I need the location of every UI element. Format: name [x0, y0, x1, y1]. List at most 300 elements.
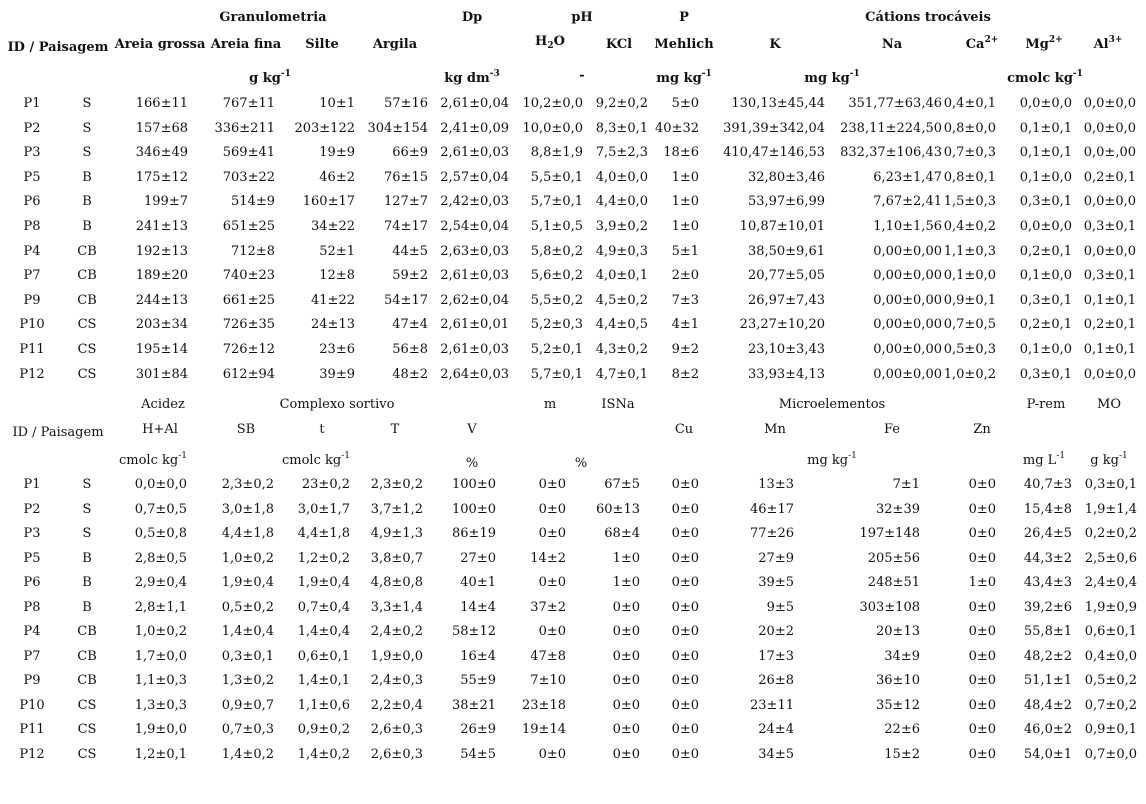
table-cell: 0,4±0,2: [943, 219, 996, 234]
table-cell: 1,4±0,4: [297, 624, 350, 639]
table-cell: 0±0: [671, 746, 699, 762]
table-cell: 51,1±1: [1023, 673, 1072, 688]
table-cell: 100±0: [452, 501, 496, 517]
table-cell: 726±12: [222, 342, 275, 357]
table-cell: 20±13: [876, 624, 920, 639]
table-cell: 40,7±3: [1023, 477, 1072, 492]
table-cell: 8±2: [671, 366, 699, 382]
table-cell: P3: [23, 526, 41, 541]
table-cell: 8,3±0,1: [595, 120, 648, 136]
table-cell: 0±0: [671, 477, 699, 492]
table-cell: 4,4±0,5: [595, 317, 648, 333]
table-cell: 0,0±0,0: [134, 477, 187, 492]
table-cell: 1,4±0,1: [297, 673, 350, 688]
table-cell: 46±2: [319, 169, 355, 185]
table-cell: 0,7±0,5: [134, 501, 187, 517]
table-cell: 4,9±0,3: [595, 243, 648, 259]
table-cell: 0±0: [612, 648, 640, 664]
table-cell: 68±4: [604, 526, 640, 541]
table-cell: CB: [77, 673, 97, 688]
table-cell: 27±9: [758, 550, 794, 566]
table-cell: 54±5: [460, 746, 496, 762]
table-cell: 0,3±0,1: [1084, 477, 1137, 492]
table-cell: 34±9: [884, 648, 920, 664]
table-cell: 2,57±0,04: [440, 169, 509, 185]
table-cell: P8: [23, 599, 41, 615]
table-cell: 712±8: [231, 243, 275, 259]
table-cell: 23±0,2: [301, 477, 350, 492]
table-cell: P11: [19, 722, 45, 737]
table-cell: 39,2±6: [1023, 599, 1072, 615]
table-cell: 0,9±0,1: [1084, 722, 1137, 737]
table-cell: 0±0: [538, 624, 566, 639]
table-cell: 0,3±0,1: [1019, 366, 1072, 382]
table-cell: 195±14: [135, 342, 188, 357]
table-cell: 2,62±0,04: [440, 292, 509, 308]
table-cell: 6,23±1,47: [873, 169, 942, 185]
unit-ph: -: [579, 68, 585, 83]
table-cell: 0±0: [968, 648, 996, 664]
table-cell: 24±13: [311, 317, 355, 333]
table-cell: B: [82, 575, 92, 590]
table-cell: 2,8±1,1: [134, 599, 187, 615]
group-cations: Cátions trocáveis: [865, 10, 991, 25]
table-cell: 336±211: [214, 120, 275, 136]
table-cell: 2,8±0,5: [134, 550, 187, 566]
table-cell: 5,7±0,1: [530, 366, 583, 382]
table-cell: 0,5±0,8: [134, 526, 187, 541]
table-cell: 1,9±0,4: [221, 575, 274, 590]
table-cell: 34±22: [311, 219, 355, 234]
table-cell: 1±0: [671, 169, 699, 185]
table-cell: 0±0: [968, 526, 996, 541]
table-cell: 175±12: [135, 169, 188, 185]
table-cell: 23±6: [319, 342, 355, 357]
table-cell: 41±22: [311, 292, 355, 308]
table-cell: 4,8±0,8: [370, 575, 423, 590]
table-cell: 5±0: [671, 96, 699, 111]
header-areia-grossa: Areia grossa: [114, 37, 206, 52]
table-cell: 48,2±2: [1023, 648, 1072, 664]
table-cell: 7±10: [530, 673, 566, 688]
table-cell: 0±0: [968, 697, 996, 713]
table-cell: 43,4±3: [1023, 575, 1072, 590]
table-cell: 4,5±0,2: [595, 292, 648, 308]
table-cell: 4,7±0,1: [595, 366, 648, 382]
table-cell: 35±12: [876, 697, 920, 713]
table-cell: 9±5: [766, 599, 794, 615]
table-cell: S: [82, 526, 92, 541]
table-cell: 0,0±0,0: [1019, 96, 1072, 111]
table-cell: 0,9±0,2: [297, 722, 350, 737]
table-cell: P11: [19, 342, 45, 357]
table-cell: 248±51: [867, 575, 920, 590]
table-cell: 74±17: [384, 219, 428, 234]
table-cell: 1,4±0,4: [221, 624, 274, 639]
table-cell: 5,7±0,1: [530, 194, 583, 210]
table-cell: 1±0: [671, 194, 699, 210]
table-cell: 54±17: [384, 292, 428, 308]
table-cell: 47±8: [530, 648, 566, 664]
header-na: Na: [881, 37, 903, 52]
group-dp: Dp: [461, 10, 483, 25]
table-cell: P3: [23, 145, 41, 161]
table-cell: 0,1±0,1: [1083, 292, 1136, 308]
table-cell: 15±2: [884, 746, 920, 762]
unit-mgkg-micro: mg $kg^{-1}$: [807, 451, 857, 468]
table-cell: 32±39: [876, 501, 920, 517]
unit-kgdm: kg $dm^{-3}$: [444, 69, 500, 86]
table-cell: 26,97±7,43: [747, 292, 825, 308]
table-cell: 0±0: [612, 624, 640, 639]
table-cell: 0,3±0,1: [1019, 194, 1072, 210]
table-cell: 100±0: [452, 477, 496, 492]
table-cell: 2,61±0,03: [440, 145, 509, 161]
table-cell: 0±0: [671, 599, 699, 615]
unit-cmolc-acidez: cmolc $kg^{-1}$: [119, 451, 187, 468]
table-cell: 0,1±0,0: [1019, 268, 1072, 284]
table-cell: 651±25: [222, 219, 275, 234]
table-cell: 0±0: [968, 501, 996, 517]
table-cell: 351,77±63,46: [848, 96, 942, 111]
table-cell: 0±0: [538, 501, 566, 517]
table-cell: 1,0±0,2: [943, 366, 996, 382]
group-acidez: Acidez: [141, 397, 185, 412]
header-t-lower: t: [319, 422, 325, 437]
table-cell: S: [82, 120, 92, 136]
table-cell: 16±4: [460, 648, 496, 664]
table-cell: S: [82, 477, 92, 492]
table-cell: 4±1: [671, 317, 699, 333]
table-cell: 9,2±0,2: [595, 96, 648, 111]
table-cell: 205±56: [867, 550, 920, 566]
table-cell: 44±5: [392, 243, 428, 259]
table-cell: B: [82, 550, 92, 566]
table-cell: 0±0: [671, 722, 699, 737]
table-cell: 0±0: [538, 526, 566, 541]
table-cell: 52±1: [319, 243, 355, 259]
table-cell: 0±0: [671, 526, 699, 541]
table-cell: 14±4: [460, 599, 496, 615]
table-cell: P4: [23, 624, 41, 639]
table-cell: 4,4±1,8: [297, 526, 350, 541]
table-cell: 46±17: [750, 501, 794, 517]
table-cell: CB: [77, 292, 97, 308]
table-cell: 2,61±0,01: [440, 317, 509, 333]
table-cell: 0,00±0,00: [873, 366, 942, 382]
table-cell: CS: [77, 342, 97, 357]
table-cell: 0,00±0,00: [873, 342, 942, 357]
header-id: ID / Paisagem: [7, 40, 109, 55]
table-cell: 0,0±0,0: [1019, 219, 1072, 234]
table-cell: 1,7±0,0: [134, 648, 187, 664]
table-cell: 199±7: [144, 194, 188, 210]
header-mg: $Mg^{2+}$: [1025, 35, 1063, 52]
table-cell: 130,13±45,44: [731, 96, 825, 111]
table-cell: 2,3±0,2: [370, 477, 423, 492]
table-cell: 38±21: [452, 697, 496, 713]
table-cell: 301±84: [135, 366, 188, 382]
unit-v-percent: %: [465, 456, 479, 471]
table-cell: 0±0: [968, 599, 996, 615]
unit-mgkg-p: mg $kg^{-1}$: [656, 69, 712, 86]
table-cell: 76±15: [384, 169, 428, 185]
header-k: K: [769, 37, 781, 52]
table-cell: S: [82, 96, 92, 111]
table-cell: CS: [77, 722, 97, 737]
table-cell: 0,6±0,1: [297, 648, 350, 664]
table-cell: 0±0: [538, 575, 566, 590]
header-argila: Argila: [372, 37, 418, 52]
table-cell: 127±7: [384, 194, 428, 210]
table-cell: 1,2±0,1: [134, 746, 187, 762]
table-cell: 60±13: [596, 501, 640, 517]
table-cell: 1,4±0,2: [221, 746, 274, 762]
table-cell: 2,61±0,04: [440, 96, 509, 111]
table-cell: 0±0: [538, 477, 566, 492]
header-h2o: $H_2O$: [535, 34, 565, 51]
table-cell: 1±0: [671, 219, 699, 234]
table-cell: 19±14: [522, 722, 566, 737]
table-cell: 0±0: [612, 722, 640, 737]
table-cell: 391,39±342,04: [723, 120, 825, 136]
table-cell: P5: [23, 550, 41, 566]
table-cell: 2,54±0,04: [440, 219, 509, 234]
table-cell: 2,4±0,3: [370, 673, 423, 688]
table-cell: 53,97±6,99: [747, 194, 825, 210]
table-cell: 0,8±0,0: [943, 120, 996, 136]
table-cell: 86±19: [452, 526, 496, 541]
group-ph: pH: [571, 10, 593, 25]
table-cell: B: [82, 599, 92, 615]
table-cell: 5±1: [671, 243, 699, 259]
table-cell: 37±2: [530, 599, 566, 615]
table-cell: 514±9: [231, 194, 275, 210]
table-cell: 4,0±0,1: [595, 268, 648, 284]
table-cell: 47±4: [392, 317, 428, 333]
table-cell: 4,0±0,0: [595, 169, 648, 185]
header-areia-fina: Areia fina: [210, 37, 282, 52]
table-cell: 346±49: [135, 145, 188, 161]
table-cell: 14±2: [530, 550, 566, 566]
table-cell: 0±0: [671, 501, 699, 517]
table-cell: P2: [23, 501, 41, 517]
table-cell: 0,3±0,1: [1083, 219, 1136, 234]
table-cell: 0,2±0,2: [1084, 526, 1137, 541]
table-cell: B: [82, 194, 92, 210]
table-cell: 612±94: [222, 366, 275, 382]
header-zn: Zn: [973, 422, 991, 437]
unit-m-percent: %: [574, 456, 588, 471]
table-cell: 203±122: [294, 120, 355, 136]
table-cell: P9: [23, 673, 41, 688]
table-cell: 0,1±0,1: [1019, 145, 1072, 161]
table-cell: CS: [77, 697, 97, 713]
table-cell: 67±5: [604, 477, 640, 492]
table-cell: 0,5±0,2: [1084, 673, 1137, 688]
table-cell: P5: [23, 169, 41, 185]
table-cell: 192±13: [135, 243, 188, 259]
table-cell: 40±1: [460, 575, 496, 590]
table-cell: P12: [19, 746, 45, 762]
table-cell: 22±6: [884, 722, 920, 737]
table-cell: P12: [19, 366, 45, 382]
table-cell: 7±1: [892, 477, 920, 492]
table-cell: 241±13: [135, 219, 188, 234]
table-cell: 10,87±10,01: [739, 219, 825, 234]
unit-mgl: mg $L^{-1}$: [1022, 451, 1066, 468]
table-cell: 58±12: [452, 624, 496, 639]
table-cell: 0±0: [968, 746, 996, 762]
table-cell: 2,4±0,2: [370, 624, 423, 639]
group-granulometria: Granulometria: [219, 10, 327, 25]
table-cell: 26±8: [758, 673, 794, 688]
table-cell: 0,0±0,0: [1083, 366, 1136, 382]
table-cell: 0,2±0,1: [1083, 169, 1136, 185]
table-cell: 23,27±10,20: [739, 317, 825, 333]
header-al: $Al^{3+}$: [1093, 35, 1123, 52]
table-cell: P7: [23, 648, 41, 664]
group-mo: MO: [1097, 397, 1121, 412]
table-cell: 4,4±1,8: [221, 526, 274, 541]
table-cell: 4,3±0,2: [595, 342, 648, 357]
unit-mgkg-cations: mg $kg^{-1}$: [804, 69, 860, 86]
table-cell: 17±3: [758, 648, 794, 664]
table-cell: 20±2: [758, 624, 794, 639]
table-cell: 23,10±3,43: [747, 342, 825, 357]
table-cell: 1,1±0,3: [134, 673, 187, 688]
table-cell: 3,0±1,7: [297, 501, 350, 517]
table-cell: 0,9±0,7: [221, 697, 274, 713]
table-cell: P1: [23, 477, 41, 492]
table-cell: 0,5±0,2: [221, 599, 274, 615]
table-cell: 39±9: [319, 366, 355, 382]
table-cell: 0±0: [968, 550, 996, 566]
table-cell: 0,00±0,00: [873, 243, 942, 259]
table-cell: 832,37±106,43: [840, 145, 942, 161]
table-cell: 7,5±2,3: [595, 145, 648, 161]
table-cell: 1,9±0,4: [297, 575, 350, 590]
table-cell: 0±0: [612, 599, 640, 615]
table-cell: 3,3±1,4: [370, 599, 423, 615]
table-cell: 0,00±0,00: [873, 268, 942, 284]
table-cell: 0±0: [968, 722, 996, 737]
unit-gkg: g $kg^{-1}$: [249, 69, 291, 86]
table-cell: 33,93±4,13: [747, 366, 825, 382]
table-cell: 2,61±0,03: [440, 268, 509, 284]
table-cell: 0±0: [612, 746, 640, 762]
table-cell: CS: [77, 746, 97, 762]
header-silte: Silte: [305, 37, 339, 52]
table-cell: 23±18: [522, 697, 566, 713]
table-cell: 5,1±0,5: [530, 219, 583, 234]
table-cell: CB: [77, 648, 97, 664]
table-cell: 44,3±2: [1023, 550, 1072, 566]
table-cell: 0±0: [968, 624, 996, 639]
table-cell: 0±0: [671, 550, 699, 566]
table-cell: S: [82, 501, 92, 517]
table-cell: P9: [23, 292, 41, 308]
table-cell: 2,6±0,3: [370, 746, 423, 762]
table-cell: B: [82, 169, 92, 185]
table-cell: 0±0: [671, 648, 699, 664]
table-cell: 0±0: [671, 673, 699, 688]
group-microelementos: Microelementos: [778, 397, 886, 412]
table-cell: 1±0: [612, 550, 640, 566]
table-cell: 0,7±0,2: [1084, 697, 1137, 713]
table-cell: 3,8±0,7: [370, 550, 423, 566]
table-cell: 26,4±5: [1023, 526, 1072, 541]
table-cell: 46,0±2: [1023, 722, 1072, 737]
group-complexo-sortivo: Complexo sortivo: [279, 397, 395, 412]
table-cell: 36±10: [876, 673, 920, 688]
table-cell: 304±154: [367, 120, 428, 136]
table-cell: CB: [77, 268, 97, 284]
table-cell: 1,5±0,3: [943, 194, 996, 210]
table-cell: 166±11: [135, 96, 188, 111]
table-cell: 19±9: [319, 145, 355, 161]
table-cell: CS: [77, 366, 97, 382]
table-cell: 0,2±0,1: [1083, 317, 1136, 333]
table-cell: 0±0: [612, 697, 640, 713]
table-cell: 38,50±9,61: [747, 243, 825, 259]
table-cell: 24±4: [758, 722, 794, 737]
table-cell: 0,3±0,1: [221, 648, 274, 664]
table-cell: 7±3: [671, 292, 699, 308]
table-cell: 1,9±0,0: [134, 722, 187, 737]
table-cell: 48±2: [392, 366, 428, 382]
table-cell: 203±34: [135, 317, 188, 333]
table-cell: 2,64±0,03: [440, 366, 509, 382]
table-cell: 1,0±0,2: [221, 550, 274, 566]
table-cell: 15,4±8: [1023, 501, 1072, 517]
unit-cmolc: cmolc $kg^{-1}$: [1007, 69, 1083, 86]
unit-cmolc-complexo: cmolc $kg^{-1}$: [282, 451, 350, 468]
table-cell: 0±0: [671, 697, 699, 713]
table-cell: P10: [19, 317, 45, 333]
table-cell: 2,41±0,09: [440, 120, 509, 136]
table-cell: B: [82, 219, 92, 234]
table-cell: 40±32: [655, 120, 699, 136]
table-cell: P7: [23, 268, 41, 284]
table-cell: 0±0: [538, 746, 566, 762]
table-cell: 5,2±0,3: [530, 317, 583, 333]
table-cell: 740±23: [222, 268, 275, 284]
group-prem: P-rem: [1026, 397, 1066, 412]
table-cell: 13±3: [758, 477, 794, 492]
header-hal: H+Al: [142, 422, 178, 437]
table-cell: 56±8: [392, 342, 428, 357]
table-cell: 4,9±1,3: [370, 526, 423, 541]
table-cell: 10±1: [319, 96, 355, 111]
table-cell: 303±108: [859, 599, 920, 615]
table-cell: 1,1±0,3: [943, 243, 996, 259]
table-cell: 1,4±0,2: [297, 746, 350, 762]
table-cell: 23±11: [750, 697, 794, 713]
table-cell: 0,1±0,0: [943, 268, 996, 284]
table-cell: CB: [77, 243, 97, 259]
table-cell: 0±0: [612, 673, 640, 688]
table-cell: 157±68: [135, 120, 188, 136]
unit-gkg-mo: g $kg^{-1}$: [1090, 451, 1128, 468]
header-sb: SB: [236, 422, 256, 437]
table-cell: 2,3±0,2: [221, 477, 274, 492]
table-cell: 54,0±1: [1023, 746, 1072, 762]
table-cell: 0,2±0,1: [1019, 317, 1072, 333]
table-cell: 3,0±1,8: [221, 501, 274, 517]
table-cell: 10,2±0,0: [522, 96, 583, 111]
table-cell: 0,1±0,0: [1019, 169, 1072, 185]
